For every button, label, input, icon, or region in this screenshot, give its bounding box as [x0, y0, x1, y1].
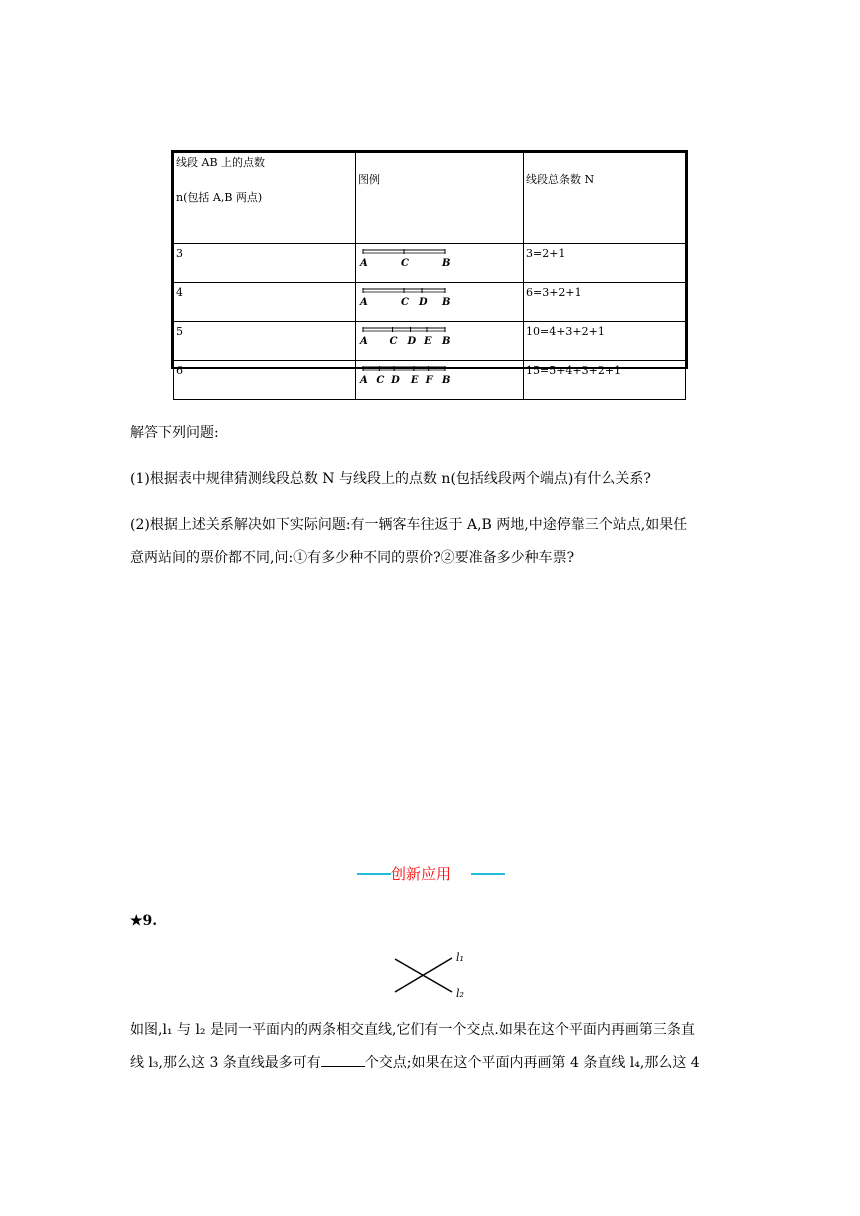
segment-svg [358, 247, 458, 269]
title-right-rule [471, 873, 505, 875]
segment-svg [358, 364, 458, 386]
problem-9-text-line-1: 如图,l₁ 与 l₂ 是同一平面内的两条相交直线,它们有一个交点.如果在这个平面内再画第三条直 [130, 1022, 695, 1038]
cell-diagram [356, 244, 524, 283]
cell-n: 6 [174, 361, 356, 400]
header-total-segments: 线段总条数 N [524, 153, 686, 244]
questions-intro: 解答下列问题: [130, 425, 219, 441]
question-1: (1)根据表中规律猜测线段总数 N 与线段上的点数 n(包括线段两个端点)有什么关系? [130, 471, 651, 487]
point-label: C [401, 297, 409, 308]
cell-n: 3 [174, 244, 356, 283]
header-point-count: 线段 AB 上的点数 n(包括 A,B 两点) [174, 153, 356, 244]
point-label: B [442, 336, 451, 347]
point-label: B [442, 375, 451, 386]
segment-count-table [171, 150, 688, 386]
point-label: A [360, 375, 368, 386]
problem-9-text-line-2: 线 l₃,那么这 3 条直线最多可有 个交点;如果在这个平面内再画第 4 条直线 l₄,那么这 4 [130, 1050, 700, 1076]
intersecting-lines-figure [392, 950, 472, 1002]
title-left-rule [357, 873, 391, 875]
label-l1: l₁ [456, 951, 464, 964]
section-title [357, 862, 505, 886]
point-label: D [391, 375, 400, 386]
segment-diagram [358, 286, 521, 308]
cell-diagram [356, 361, 524, 400]
cell-total: 10=4+3+2+1 [524, 322, 686, 361]
question-2-line-2: 意两站间的票价都不同,问:①有多少种不同的票价?②要准备多少种车票? [130, 550, 575, 566]
table-row [174, 244, 686, 283]
cell-diagram [356, 322, 524, 361]
answer-blank[interactable] [321, 1052, 365, 1067]
point-label: C [376, 375, 385, 386]
point-label: C [389, 336, 398, 347]
table-row [174, 361, 686, 400]
section-title-text: 创新应用 [391, 865, 452, 883]
point-label: E [410, 375, 419, 386]
point-label: C [401, 258, 409, 269]
segment-diagram [358, 364, 521, 386]
point-label: A [360, 258, 368, 269]
point-label: D [407, 336, 417, 347]
question-2-line-1: (2)根据上述关系解决如下实际问题:有一辆客车往返于 A,B 两地,中途停靠三个站点,如果任 [130, 517, 688, 533]
point-label: A [360, 297, 368, 308]
point-label: E [423, 336, 432, 347]
segment-svg [358, 325, 458, 347]
cell-n: 4 [174, 283, 356, 322]
problem-number: ★9. [130, 913, 158, 929]
table-row [174, 322, 686, 361]
cell-diagram [356, 283, 524, 322]
point-label: A [360, 336, 368, 347]
label-l2: l₂ [456, 987, 464, 1000]
point-label: D [419, 297, 428, 308]
segment-svg [358, 286, 458, 308]
cell-n: 5 [174, 322, 356, 361]
point-label: B [442, 258, 451, 269]
point-label: F [425, 375, 433, 386]
table-row [174, 283, 686, 322]
segment-diagram [358, 247, 521, 269]
cell-total: 15=5+4+3+2+1 [524, 361, 686, 400]
point-label: B [442, 297, 451, 308]
cell-total: 3=2+1 [524, 244, 686, 283]
header-diagram: 图例 [356, 153, 524, 244]
segment-diagram [358, 325, 521, 347]
cell-total: 6=3+2+1 [524, 283, 686, 322]
